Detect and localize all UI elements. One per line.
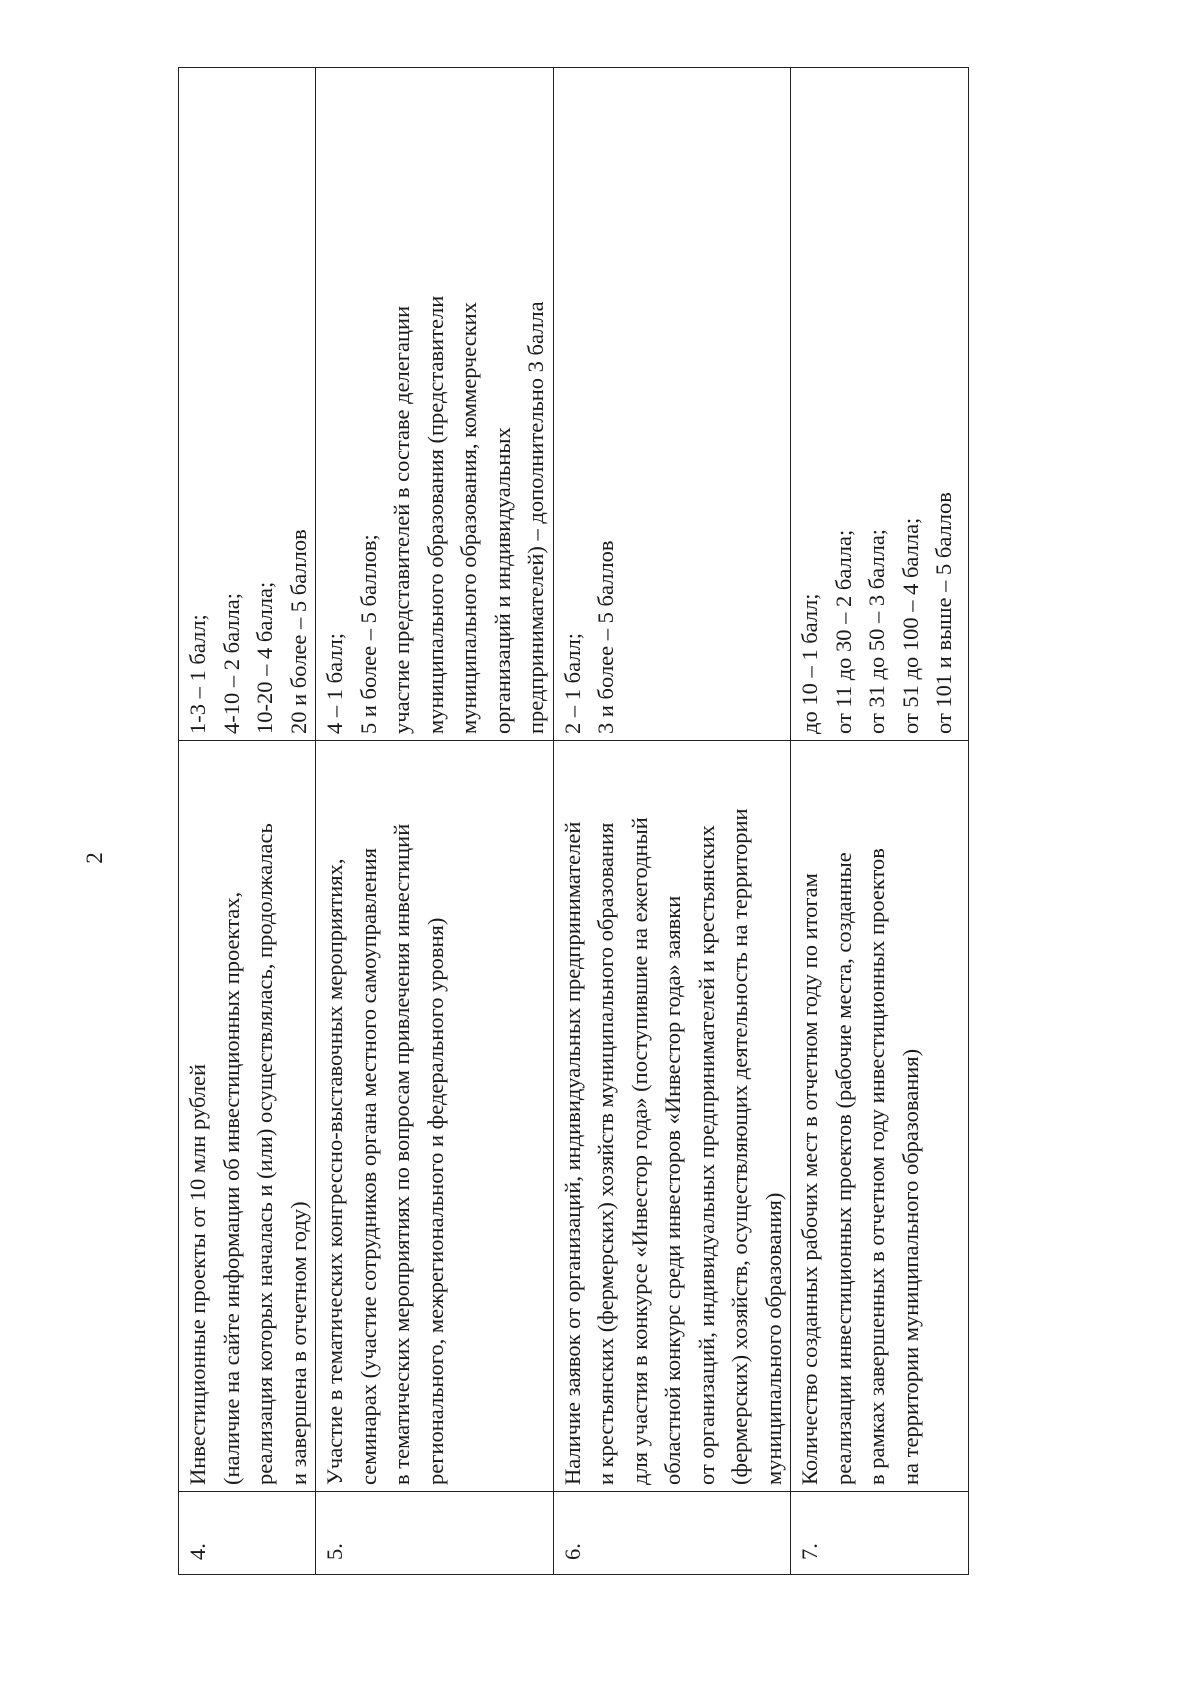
description-line: на территории муниципального образования) xyxy=(897,1048,923,1485)
description-line: Инвестиционные проекты от 10 млн рублей xyxy=(185,1063,210,1485)
description-line: Участие в тематических конгрессно-выставочных мероприятиях, xyxy=(322,858,347,1485)
score-line: муниципального образования, коммерческих xyxy=(456,302,481,734)
score-line: 3 и более – 5 баллов xyxy=(593,540,618,734)
score-line: участие представителей в составе делегации xyxy=(389,305,414,734)
page-number: 2 xyxy=(82,852,107,864)
description-line: и крестьянских (фермерских) хозяйств муниципального образования xyxy=(593,822,618,1485)
score-line: 20 и более – 5 баллов xyxy=(285,529,311,734)
score-line: организаций и индивидуальных xyxy=(489,427,515,734)
description-line: муниципального образования) xyxy=(760,1192,786,1485)
description-line: в тематических мероприятиях по вопросам привлечения инвестиций xyxy=(389,823,414,1485)
table-row xyxy=(791,68,969,1575)
description-line: Наличие заявок от организаций, индивидуальных предпринимателей xyxy=(559,821,585,1485)
criterion-description xyxy=(553,741,791,1492)
score-line: от 101 и выше – 5 баллов xyxy=(931,492,956,734)
row-number: 5. xyxy=(316,1492,554,1575)
criterion-scores xyxy=(553,68,791,741)
description-line: (фермерских) хозяйств, осуществляющих деятельность на территории xyxy=(727,808,752,1485)
score-line: 5 и более – 5 баллов; xyxy=(355,534,381,734)
score-line: 2 – 1 балл; xyxy=(559,633,585,734)
criterion-description xyxy=(179,741,316,1492)
score-line: от 51 до 100 – 4 балла; xyxy=(897,517,923,734)
table-row xyxy=(316,68,554,1575)
score-line: 1-3 – 1 балл; xyxy=(185,614,210,734)
score-line: до 10 – 1 балл; xyxy=(797,593,822,734)
table-row xyxy=(179,68,316,1575)
description-line: Количество созданных рабочих мест в отчетном году по итогам xyxy=(797,873,822,1485)
description-line: регионального, межрегионального и федерального уровня) xyxy=(422,917,448,1485)
score-line: предпринимателей) – дополнительно 3 балла xyxy=(523,301,548,734)
criterion-description xyxy=(316,741,554,1492)
score-line: 4 – 1 балл; xyxy=(322,633,347,734)
description-line: реализации инвестиционных проектов (рабочие места, созданные xyxy=(830,852,856,1485)
criteria-table xyxy=(178,67,969,1575)
criterion-scores xyxy=(316,68,554,741)
description-line: (наличие на сайте информации об инвестиционных проектах, xyxy=(218,891,244,1485)
rotated-document xyxy=(178,115,956,1575)
description-line: областной конкурс среди инвесторов «Инвестор года» заявки xyxy=(660,895,685,1485)
description-line: семинарах (участие сотрудников органа местного самоуправления xyxy=(355,847,381,1485)
table-row xyxy=(553,68,791,1575)
criterion-description xyxy=(791,741,969,1492)
description-line: и завершена в отчетном году) xyxy=(285,1201,311,1485)
criterion-scores xyxy=(791,68,969,741)
score-line: 4-10 – 2 балла; xyxy=(218,593,244,734)
score-line: 10-20 – 4 балла; xyxy=(252,581,277,734)
row-number: 7. xyxy=(791,1492,969,1575)
row-number: 4. xyxy=(179,1492,316,1575)
description-line: от организаций, индивидуальных предпринимателей и крестьянских xyxy=(693,825,719,1485)
row-number: 6. xyxy=(553,1492,791,1575)
description-line: для участия в конкурсе «Инвестор года» (поступившие на ежегодный xyxy=(626,817,652,1485)
description-line: реализация которых началась и (или) осуществлялась, продолжалась xyxy=(252,823,277,1485)
score-line: муниципального образования (представители xyxy=(422,295,448,734)
criterion-scores xyxy=(179,68,316,741)
score-line: от 11 до 30 – 2 балла; xyxy=(830,529,856,734)
score-line: от 31 до 50 – 3 балла; xyxy=(864,528,889,734)
description-line: в рамках завершенных в отчетном году инвестиционных проектов xyxy=(864,848,889,1485)
